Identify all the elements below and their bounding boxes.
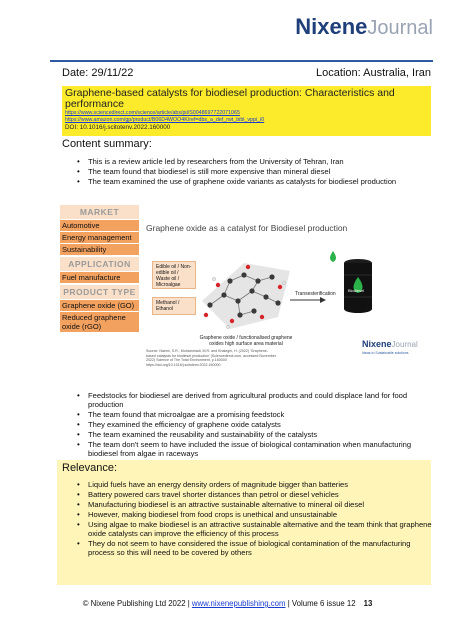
oil-drop-icon	[330, 251, 336, 262]
alcohol-box: Methanol / Ethanol	[152, 297, 196, 315]
market-item: Energy management	[60, 231, 139, 243]
volume-text: | Volume 6 issue 12	[285, 599, 356, 608]
page-number: 13	[363, 599, 373, 608]
arrow-icon	[290, 297, 326, 303]
market-item: Automotive	[60, 219, 139, 231]
figure-caption: Graphene oxide / functionalised graphene oxides high surface area material	[199, 335, 293, 347]
figure-logo-tagline: Ideas to Sustainable solutions	[362, 351, 409, 355]
side-panel	[60, 205, 139, 332]
list-item: • They do not seem to have considered the issue of biological contamination of the manufacturing process so this will need to be covered by others	[88, 539, 433, 557]
relevance-list	[76, 480, 433, 558]
relevance-box	[57, 460, 431, 585]
list-item: • The team don't seem to have included the issue of biological contamination when manufacturing biodiesel from algae in raceways	[88, 440, 428, 458]
list-item: • The team found that biodiesel is still more expensive than mineral diesel	[88, 167, 433, 176]
sciencedirect-link[interactable]: https://www.sciencedirect.com/science/article/abs/pii/S0048697722071065	[65, 110, 240, 116]
product-item: Graphene oxide (GO)	[60, 299, 139, 311]
list-item: • However, making biodiesel from food crops is unethical and unsustainable	[88, 510, 433, 519]
market-item: Sustainability	[60, 243, 139, 255]
list-item: • This is a review article led by researchers from the University of Tehran, Iran	[88, 157, 433, 166]
list-item: • Battery powered cars travel shorter distances than petrol or diesel vehicles	[88, 490, 433, 499]
header-rule	[50, 60, 433, 62]
application-item: Fuel manufacture	[60, 271, 139, 283]
graphene-molecule-icon	[202, 263, 290, 329]
summary-list	[76, 157, 433, 187]
market-header: MARKET	[60, 205, 139, 219]
amazon-link[interactable]: https://www.amazon.com/gp/product/B06D4WOO4K/ref=dbs_a_def_rwt_bibl_vppi_i0	[65, 116, 265, 123]
article-title: Graphene-based catalysts for biodiesel production: Characteristics and performance	[65, 87, 395, 110]
journal-logo	[295, 16, 433, 38]
product-type-header: PRODUCT TYPE	[60, 285, 139, 299]
figure	[140, 205, 418, 387]
detail-list	[76, 391, 428, 459]
list-item: • The team found that microalgae are a promising feedstock	[88, 410, 428, 419]
figure-logo	[362, 335, 418, 356]
list-item: • The team examined the use of graphene oxide variants as catalysts for biodiesel production	[88, 177, 433, 186]
figure-logo-journal: Journal	[391, 340, 418, 349]
application-header: APPLICATION	[60, 257, 139, 271]
relevance-heading: Relevance:	[62, 462, 118, 474]
logo-journal: Journal	[367, 17, 433, 39]
doi-text: DOI: 10.1016/j.scitotenv.2022.160000	[65, 123, 171, 131]
date-text: Date: 29/11/22	[62, 67, 134, 79]
list-item: • Manufacturing biodiesel is an attractive sustainable alternative to mineral oil diesel	[88, 500, 433, 509]
copyright-text: © Nixene Publishing Ltd 2022 |	[82, 599, 192, 608]
content-summary-heading: Content summary:	[62, 138, 152, 150]
article-highlight	[62, 86, 431, 136]
list-item: • The team examined the reusability and sustainability of the catalysts	[88, 430, 428, 439]
transesterification-label: Transesterification	[295, 291, 336, 297]
figure-reference: Source: Naemi, S.R., Mohammadi, M.R. and Khaleghi, H. (2022) 'Graphene-based catalysts for biodiesel production' (Sciencedirect.com, accessed November 2022) Science of The Total Environment, p.160000 https://doi.org/10.1016/j.scitotenv.2022.160000	[146, 349, 276, 367]
product-item: Reduced graphene oxide (rGO)	[60, 311, 139, 332]
logo-nixene: Nixene	[295, 14, 368, 39]
figure-title: Graphene oxide as a catalyst for Biodiesel production	[146, 223, 348, 233]
meta-row	[62, 67, 431, 79]
website-link[interactable]: www.nixenepublishing.com	[191, 599, 286, 608]
location-text: Location: Australia, Iran	[316, 67, 431, 79]
figure-logo-nixene: Nixene	[362, 339, 392, 349]
biodiesel-barrel-icon	[344, 259, 372, 313]
list-item: • Liquid fuels have an energy density orders of magnitude bigger than batteries	[88, 480, 433, 489]
biodiesel-label: Biodiesel	[348, 288, 365, 293]
feedstock-box: Edible oil / Non-edible oil / Waste oil / Microalgae	[152, 261, 196, 289]
list-item: • They examined the efficiency of graphene oxide catalysts	[88, 420, 428, 429]
list-item: • Using algae to make biodiesel is an attractive sustainable alternative and the team think that graphene oxide catalysts can improve the efficiency of this process	[88, 520, 433, 538]
list-item: • Feedstocks for biodiesel are derived from agricultural products and could displace land for food production	[88, 391, 428, 409]
page-footer	[0, 599, 455, 608]
